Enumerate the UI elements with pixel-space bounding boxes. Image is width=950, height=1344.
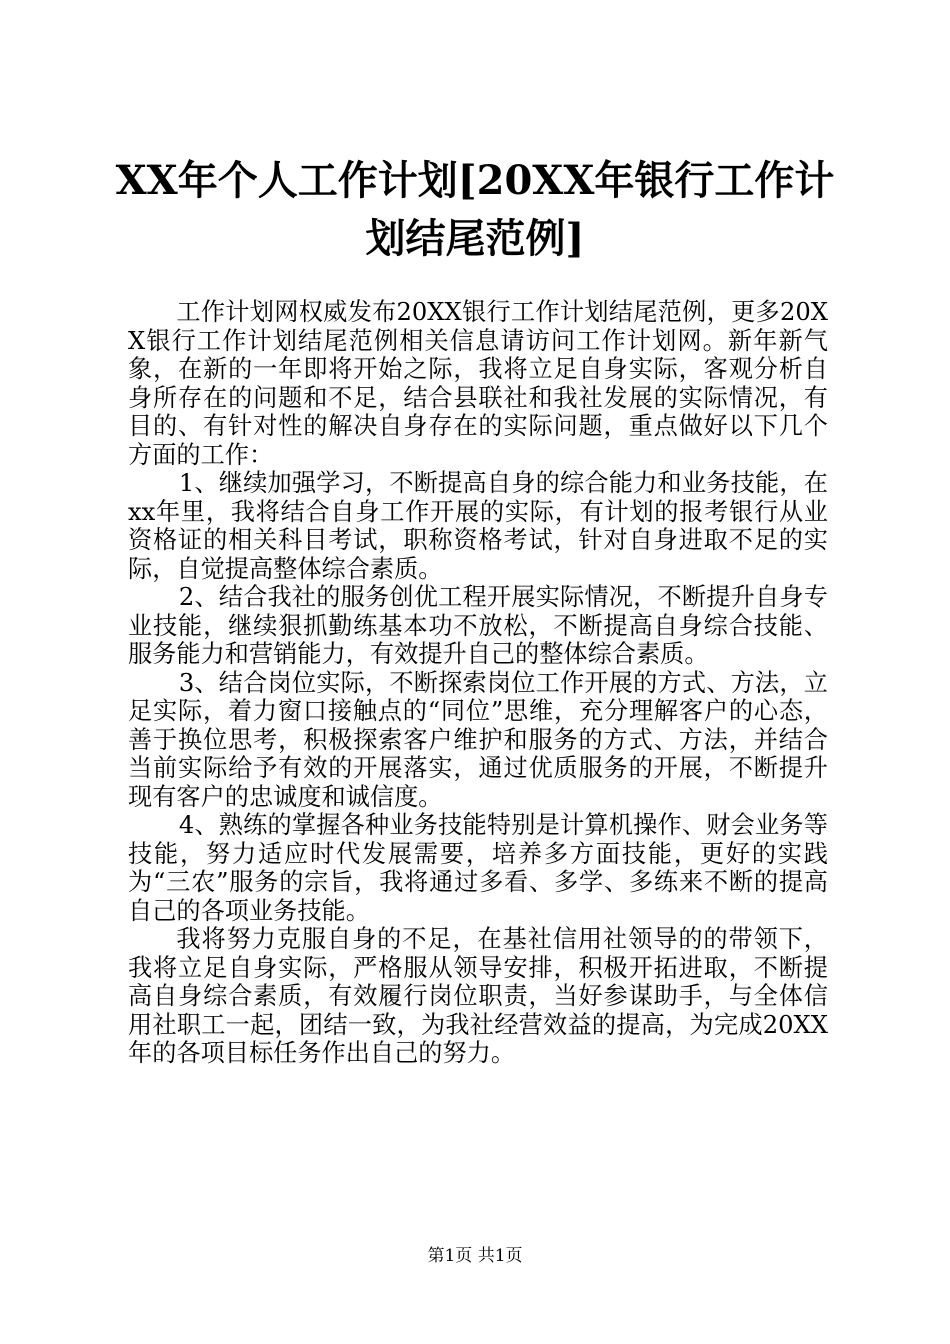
item-paragraph-4: 4、熟练的掌握各种业务技能特别是计算机操作、财会业务等技能，努力适应时代发展需要，培养多方面技能，更好的实践为“三农”服务的宗旨，我将通过多看、多学、多练来不断的提高自己的各项业务技能。 xyxy=(128,811,828,925)
intro-paragraph: 工作计划网权威发布20XX银行工作计划结尾范例，更多20XX银行工作计划结尾范例相关信息请访问工作计划网。新年新气象，在新的一年即将开始之际，我将立足自身实际，客观分析自身所存在的问题和不足，结合县联社和我社发展的实际情况，有目的、有针对性的解决自身存在的实际问题，重点做好以下几个方面的工作： xyxy=(128,298,828,469)
closing-paragraph: 我将努力克服自身的不足，在基社信用社领导的的带领下，我将立足自身实际，严格服从领导安排，积极开拓进取，不断提高自身综合素质，有效履行岗位职责，当好参谋助手，与全体信用社职工一起，团结一致，为我社经营效益的提高，为完成20XX年的各项目标任务作出自己的努力。 xyxy=(128,925,828,1067)
document-body xyxy=(128,298,828,1068)
item-paragraph-3: 3、结合岗位实际，不断探索岗位工作开展的方式、方法，立足实际，着力窗口接触点的“同位”思维，充分理解客户的心态，善于换位思考，积极探索客户维护和服务的方式、方法，并结合当前实际给予有效的开展落实，通过优质服务的开展，不断提升现有客户的忠诚度和诚信度。 xyxy=(128,668,828,811)
page-footer: 第1页 共1页 xyxy=(427,1246,523,1266)
item-paragraph-2: 2、结合我社的服务创优工程开展实际情况，不断提升自身专业技能，继续狠抓勤练基本功不放松，不断提高自身综合技能、服务能力和营销能力，有效提升自己的整体综合素质。 xyxy=(128,583,828,668)
item-paragraph-1: 1、继续加强学习，不断提高自身的综合能力和业务技能，在xx年里，我将结合自身工作开展的实际，有计划的报考银行从业资格证的相关科目考试，职称资格考试，针对自身进取不足的实际，自觉提高整体综合素质。 xyxy=(128,469,828,583)
document-title: XX年个人工作计划[20XX年银行工作计划结尾范例] xyxy=(115,157,835,262)
